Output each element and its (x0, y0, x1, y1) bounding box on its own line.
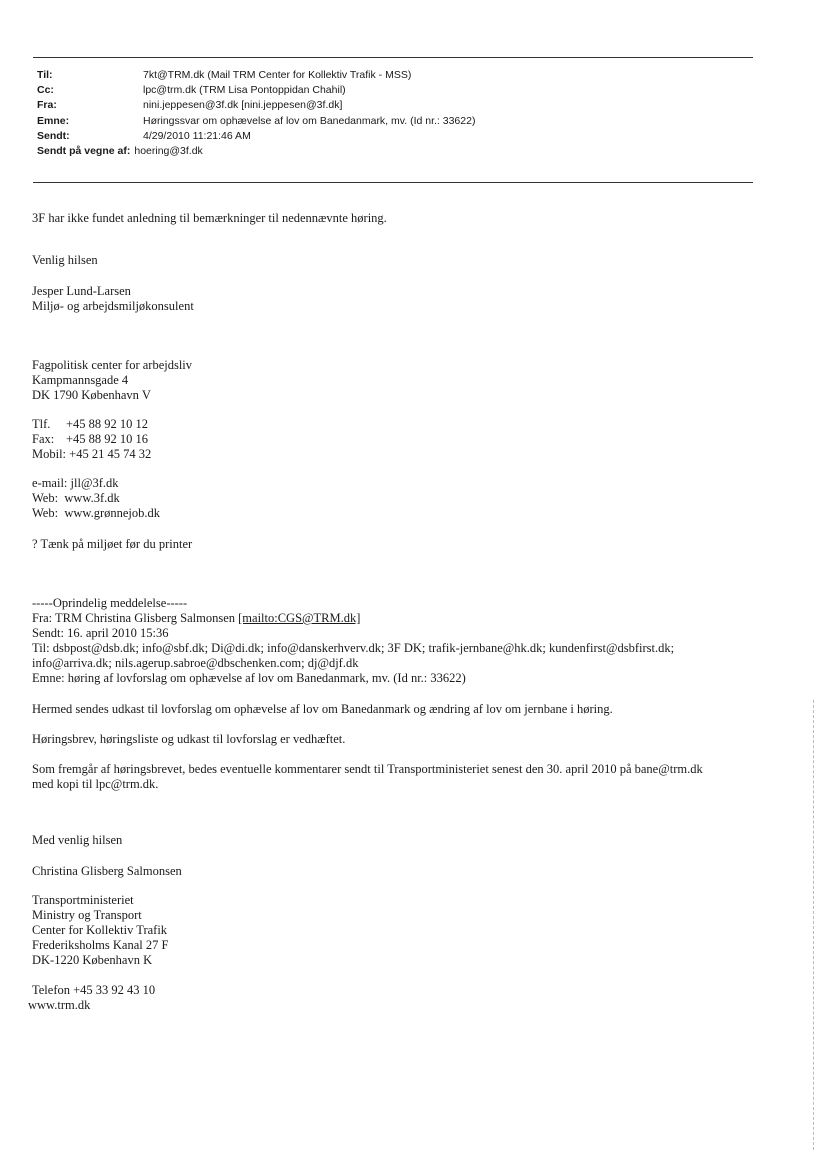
header-subject (37, 114, 475, 129)
original-paragraph-3-line-2: med kopi til lpc@trm.dk. (32, 777, 159, 791)
fax-value: +45 88 92 10 16 (66, 432, 149, 446)
original-subject: Emne: høring af lovforslag om ophævelse af lov om Banedanmark, mv. (Id nr.: 33622) (32, 671, 466, 685)
message-greeting: Venlig hilsen (32, 253, 98, 267)
phone-label: Tlf. (32, 417, 51, 431)
mobile-value: +45 21 45 74 32 (69, 447, 152, 461)
sender-name: Jesper Lund-Larsen (32, 284, 131, 298)
email-value: jll@3f.dk (70, 476, 119, 490)
original-web: www.trm.dk (28, 998, 91, 1012)
fax-label: Fax: (32, 432, 55, 446)
original-paragraph-3-line-1: Som fremgår af høringsbrevet, bedes eventuelle kommentarer sendt til Transportministeriet senest den 30. april 2010 på bane@trm.dk (32, 762, 703, 776)
header-label: Sendt på vegne af: (37, 145, 131, 158)
sender-street: Kampmannsgade 4 (32, 373, 129, 387)
email-header (37, 68, 475, 159)
sender-city: DK 1790 København V (32, 388, 151, 402)
signature-line-3: Center for Kollektiv Trafik (32, 923, 168, 937)
header-rule-top (33, 57, 753, 58)
web-value: www.3f.dk (64, 491, 120, 505)
signature-line-1: Transportministeriet (32, 893, 134, 907)
email-line (32, 476, 119, 491)
original-phone: Telefon +45 33 92 43 10 (32, 983, 156, 997)
phone-line (32, 417, 148, 432)
header-to (37, 68, 475, 83)
signature-line-4: Frederiksholms Kanal 27 F (32, 938, 169, 952)
original-separator: -----Oprindelig meddelelse----- (32, 596, 188, 610)
header-label: Emne: (37, 114, 70, 127)
mailto-link[interactable]: [mailto:CGS@TRM.dk] (238, 611, 361, 625)
message-intro: 3F har ikke fundet anledning til bemærkninger til nedennævnte høring. (32, 211, 387, 225)
web-label: Web: (32, 491, 59, 505)
original-paragraph-1: Hermed sendes udkast til lovforslag om ophævelse af lov om Banedanmark og ændring af lov om jernbane i høring. (32, 702, 613, 716)
original-sent: Sendt: 16. april 2010 15:36 (32, 626, 169, 640)
header-label: Sendt: (37, 129, 70, 142)
signature-line-2: Ministry og Transport (32, 908, 142, 922)
sender-org: Fagpolitisk center for arbejdsliv (32, 358, 193, 372)
header-label: Fra: (37, 99, 57, 112)
header-rule-bottom (33, 182, 753, 183)
email-label: e-mail: (32, 476, 68, 490)
original-closing: Med venlig hilsen (32, 833, 123, 847)
original-paragraph-2: Høringsbrev, høringsliste og udkast til lovforslag er vedhæftet. (32, 732, 346, 746)
web-line-2 (32, 506, 160, 521)
header-from (37, 98, 475, 113)
original-from-text: Fra: TRM Christina Glisberg Salmonsen (32, 611, 236, 625)
original-from (32, 611, 360, 626)
fax-line (32, 432, 148, 447)
phone-value: +45 88 92 10 12 (66, 417, 149, 431)
original-to-line-2: info@arriva.dk; nils.agerup.sabroe@dbschenken.com; dj@djf.dk (32, 656, 359, 670)
header-cc (37, 83, 475, 98)
scan-edge (813, 700, 814, 1150)
sender-title: Miljø- og arbejdsmiljøkonsulent (32, 299, 194, 313)
header-label: Cc: (37, 84, 54, 97)
original-signer: Christina Glisberg Salmonsen (32, 864, 182, 878)
printer-note: ? Tænk på miljøet før du printer (32, 537, 193, 551)
header-value: hoering@3f.dk (134, 145, 203, 158)
web-value: www.grønnejob.dk (64, 506, 161, 520)
web-label: Web: (32, 506, 59, 520)
header-value: 4/29/2010 11:21:46 AM (143, 129, 251, 142)
signature-line-5: DK-1220 København K (32, 953, 153, 967)
mobile-line (32, 447, 151, 462)
header-value: Høringssvar om ophævelse af lov om Banedanmark, mv. (Id nr.: 33622) (143, 114, 476, 127)
mobile-label: Mobil: (32, 447, 67, 461)
header-value: lpc@trm.dk (TRM Lisa Pontoppidan Chahil) (143, 84, 346, 97)
header-value: 7kt@TRM.dk (Mail TRM Center for Kollektiv Trafik - MSS) (143, 69, 412, 81)
original-to-line-1: Til: dsbpost@dsb.dk; info@sbf.dk; Di@di.dk; info@danskerhverv.dk; 3F DK; trafik-jernbane@hk.dk; kundenfirst@dsbfirst.dk; (32, 641, 675, 655)
header-value: nini.jeppesen@3f.dk [nini.jeppesen@3f.dk] (143, 99, 343, 112)
web-line (32, 491, 120, 506)
header-sent-on-behalf (37, 144, 475, 159)
header-label: Til: (37, 69, 53, 81)
header-sent (37, 129, 475, 144)
